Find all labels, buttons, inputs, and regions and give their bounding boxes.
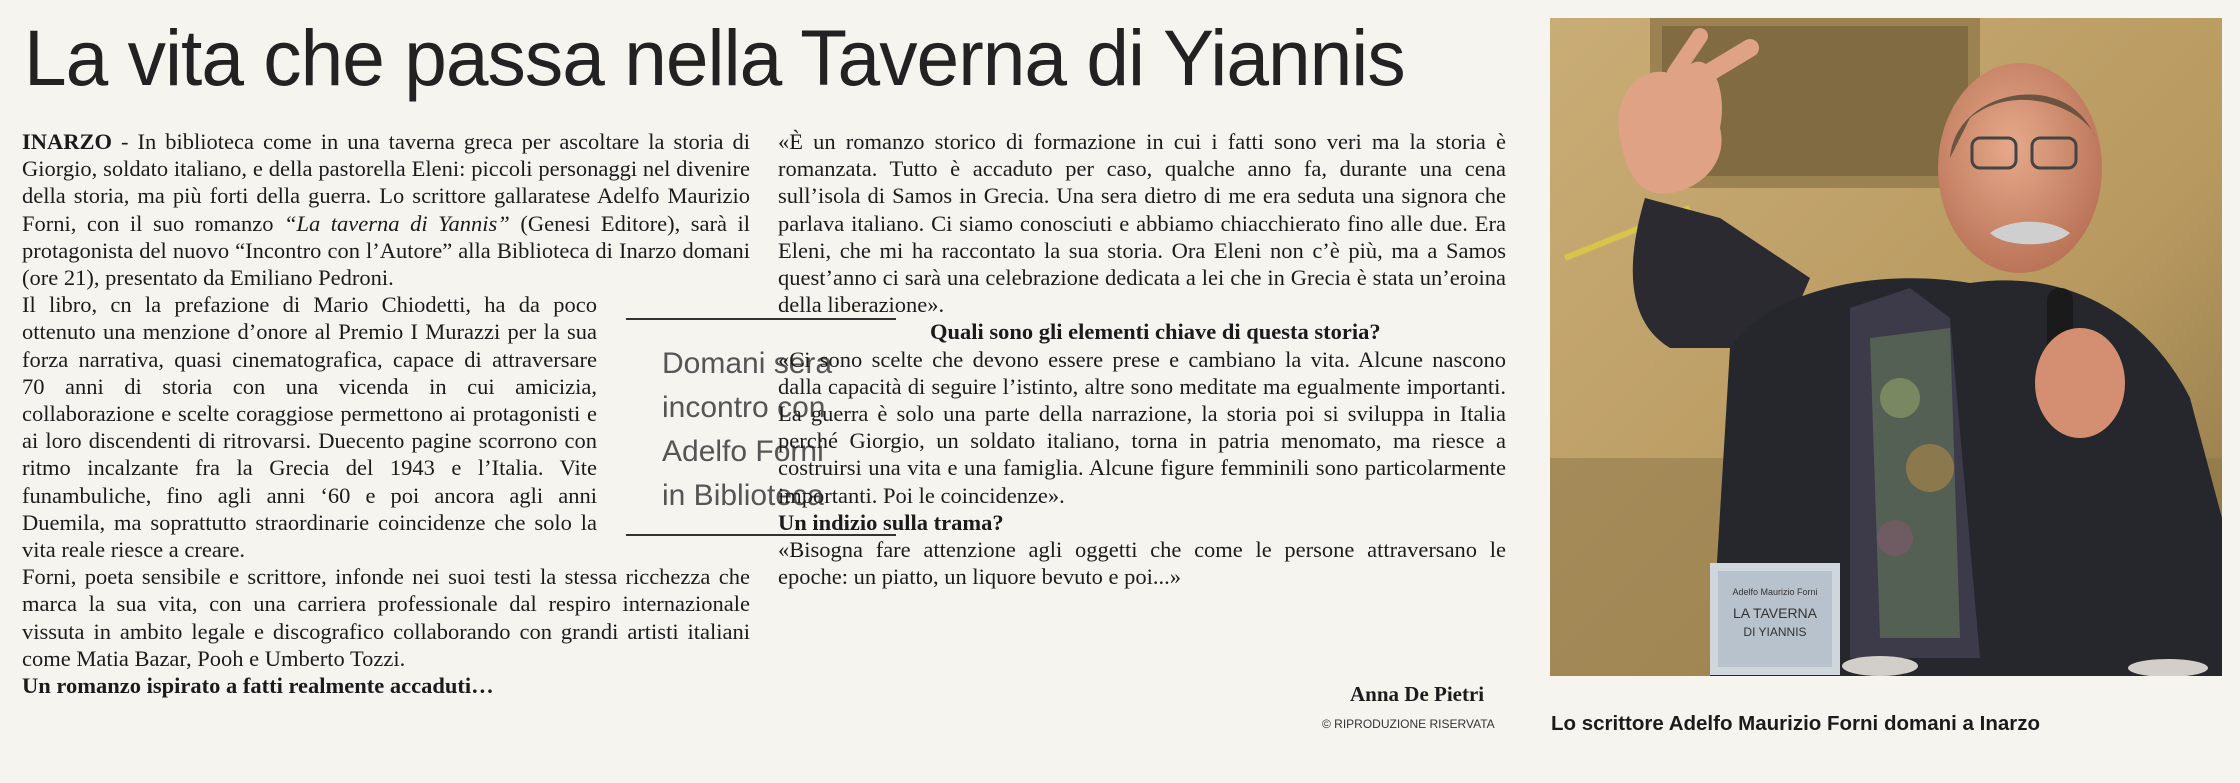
headline: La vita che passa nella Taverna di Yiannis bbox=[24, 13, 1405, 102]
answer-2: «Bisogna fare attenzione agli oggetti che come le persone attraversano le epoche: un piatto, un liquore bevuto e poi...» bbox=[778, 537, 1506, 590]
dateline: INARZO bbox=[22, 129, 113, 154]
callout-line: incontro con bbox=[662, 391, 826, 424]
answer-1: «Ci sono scelte che devono essere prese e cambiano la vita. Alcune nascono dalla capacità di seguire l’istinto, altre sono meditate ma egualmente importanti. La guerra è solo una parte della narrazione, la storia poi si sviluppa in Italia perché Giorgio, un soldato italiano, torna in patria menomato, ma riesce a costruirsi una vita e una famiglia. Alcune figure femminili sono particolarmente importanti. Poi le coincidenze». bbox=[778, 346, 1506, 508]
intro-text: - In biblioteca come in una taverna greca per ascoltare la storia di Giorgio, soldato italiano, e della pastorella Eleni: piccoli personaggi nel divenire della storia, ma più forti della guerra. Lo scrittore gallaratese Adelfo Maurizio Forni, con il suo romanzo bbox=[22, 129, 750, 236]
paragraph-intro bbox=[22, 128, 750, 291]
photo-illustration bbox=[1550, 18, 2222, 676]
subhead-inspired: Un romanzo ispirato a fatti realmente accaduti… bbox=[22, 673, 494, 699]
glass bbox=[1842, 656, 1918, 676]
article-column-right bbox=[778, 128, 1506, 590]
callout-line: Domani sera bbox=[662, 347, 833, 380]
book-title-text: LA TAVERNA bbox=[1732, 605, 1818, 621]
author-byline: Anna De Pietri bbox=[1350, 682, 1485, 706]
author-photo bbox=[1550, 18, 2222, 676]
callout-line: in Biblioteca bbox=[662, 479, 824, 512]
book-author-text: Adelfo Maurizio Forni bbox=[1732, 587, 1818, 597]
photo-caption: Lo scrittore Adelfo Maurizio Forni domani a Inarzo bbox=[1551, 712, 2040, 735]
quote-paragraph: «È un romanzo storico di formazione in cui i fatti sono veri ma la storia è romanzata. Tutto è accaduto per caso, qualche anno fa, durante una cena sull’isola di Samos in Grecia. Una sera dietro di me era seduta una signora che parlava italiano. Ci siamo conosciuti e abbiamo chiacchierato fino alle due. Era Eleni, che mi ha raccontato la sua storia. Ora Eleni non c’è più, ma a Samos quest’anno ci sarà una celebrazione dedicata a lei che in Grecia è stata un’eroina della liberazione». bbox=[778, 129, 1506, 318]
intro-text-cont: (Genesi Editore), sarà il protagonista del nuovo “Incontro con l’Autore” alla Biblioteca di Inarzo domani (ore 21), presentato da Emiliano Pedroni. bbox=[22, 210, 750, 291]
book-title: “La taverna di Yannis” bbox=[284, 210, 510, 236]
paragraph-author: Forni, poeta sensibile e scrittore, infonde nei suoi testi la stessa ricchezza che marca la sua vita, con una carriera professionale dal respiro internazionale vissuta in ambito legale e discografico collaborando con grandi artisti italiani come Matia Bazar, Pooh e Umberto Tozzi. bbox=[22, 564, 750, 671]
copyright-note: © RIPRODUZIONE RISERVATA bbox=[1322, 717, 1495, 731]
question-2: Un indizio sulla trama? bbox=[778, 509, 1004, 535]
book-title-text: DI YIANNIS bbox=[1743, 625, 1807, 639]
paragraph-book: Il libro, cn la prefazione di Mario Chiodetti, ha da poco ottenuto una menzione d’onore al Premio I Murazzi per la sua forza narrativa, quasi cinematografica, capace di attraversare 70 anni di storia con una vicenda in cui amicizia, collaborazione e scelte coraggiose permettono ai protagonisti e ai loro discendenti di ritrovarsi. Duecento pagine scorrono con ritmo incalzante fra la Grecia del 1943 e l’Italia. Vite funambuliche, fino agli anni ‘60 e poi ancora agli anni Duemila, ma soprattutto straordinarie coincidenze che solo la vita reale riesce a creare. bbox=[22, 292, 597, 563]
callout-line: Adelfo Forni bbox=[662, 435, 824, 468]
question-1: Quali sono gli elementi chiave di questa storia? bbox=[930, 319, 1381, 345]
